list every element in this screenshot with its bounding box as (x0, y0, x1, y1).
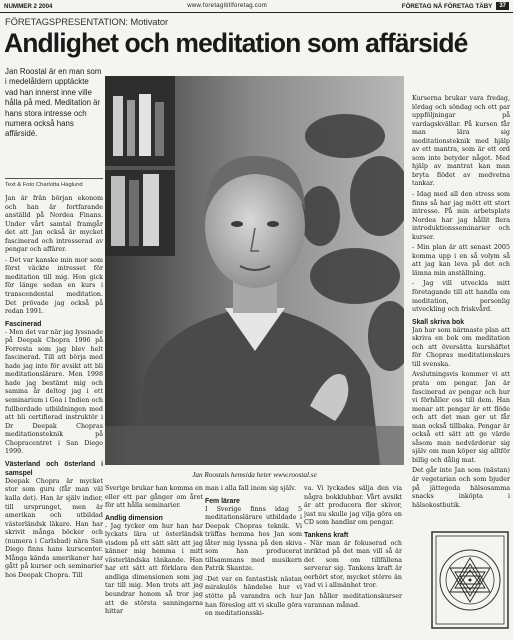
paragraph: I Sverige finns idag 5 meditationslärare utbildade i Deepak Chopras teknik. Vi träffas hemma hos Jan som låter mig lyssna på den skiva som han producerat tillsammans med musikern Patrik Skantze. (205, 505, 302, 573)
sri-yantra-logo (430, 522, 510, 634)
byline: Text & Foto Charlotta Haglund (5, 178, 103, 188)
portrait-illustration (105, 76, 404, 465)
subheading: Fascinerad (5, 320, 42, 328)
headline: Andlighet och meditation som affärsidé (4, 28, 468, 58)
header-right (402, 2, 509, 10)
subheading: Fem lärare (205, 497, 240, 505)
paragraph: -Det var en fantastisk nästan mirakulös händelse hur vi stötte på varandra och hur han föreslog att vi skulle göra en meditationsski- (205, 575, 302, 618)
section-name: FÖRETAG NÄ FÖRETAG TÄBY (401, 2, 493, 10)
header-url: www.foretagitillforetag.com (187, 3, 268, 9)
column-1 (5, 195, 103, 637)
paragraph: Kurserna brukar vara fredag, lördag och söndag och ett par uppföljningar på vardagskvällar. På kursen får man lära sig meditationsteknik med hjälp av ett mantra, som är ett ord som inte betyder något. Med hjälp av mantrat kan man bryta flödet av medvetna tankar. (412, 95, 510, 188)
paragraph: - Jag tycker om hur han har lyckats lära ut österländsk visdom på ett sätt sätt att jag känner mig hemma i mitt västerländska tänkande. Han har ett sätt att förklara den andliga dimensionen som jag tar till mig. Men trots att jag beundrar honom så tror jag att de största sanningarna hittar (105, 522, 203, 616)
paragraph: Avslutningsvis kommer vi att prata om pengar. Jan är fascinerad av pengar och hur vi förhåller oss till dem. Han menar att pengar är ett flöde och att det man ger ut får man också tillbaka. Pengar är också ett sätt att ge värde såsom man nedvärderar sig själv om man köper sig alltför billig och dålig mat. (412, 371, 510, 464)
yantra-icon (430, 522, 510, 634)
paragraph: va. Vi lyckades sälja den via några bokklubbar. Vårt avsikt är att producera fler skivor, just nu skulle jag vilja göra en CD som handlar om pengar. (304, 485, 402, 527)
paragraph: Det går inte Jan som (nästan) är vegetarian och som bjuder på jättegoda hälsosamma snacks inköpta i hälsokostbutik. (412, 467, 510, 509)
paragraph: - Men det var när jag lyssnade på Deepak Chopra 1996 på Forresta som jag blev helt fascinerad. Till att börja med hade jag inte för avsikt att bli meditationslärare. Men 1998 hade jag bestämt mig och samma år deltog jag i ett seminarium i Goa i Indien och fullbordade utbildningen med att bli certifierad instruktör i Dr Deepak Chopras meditationsteknik på Chopracentret i San Diego 1999. (5, 328, 103, 456)
paragraph: Jan är från början ekonom och han är fortfarande anställd på Nordea Finans. Under vårt samtal framgår det att Jan också är mycket fascinerad och intresserad av pengar och affärer. (5, 195, 103, 254)
column-3 (205, 485, 302, 637)
portrait-photo (105, 76, 404, 465)
column-5 (412, 95, 510, 515)
paragraph: Jan har som närmaste plan att skriva en bok om meditation och att översätta kurshäftet för Chopras meditationskurs till svenska. (412, 326, 510, 368)
ingress: Jan Roostal är en man som i medelåldern upptäckte vad han innerst inne ville hålla på med. Meditation är hans stora intresse och numera också hans affärsidé. (5, 67, 102, 139)
column-4 (304, 485, 402, 637)
paragraph: - Min plan är att senast 2005 komma upp i en så volym så att jag kan leva på det och lämna min anställning. (412, 244, 510, 277)
paragraph: - Idag med all den stress som finns så har jag mött ett stort intresse. På min arbetsplats Nordea har jag hållit flera introduktionsseminarier och kurser. (412, 191, 510, 241)
subheading: Andlig dimension (105, 514, 163, 522)
subheading: Skall skriva bok (412, 318, 465, 326)
paragraph: man i alla fall inom sig själv. (205, 485, 296, 492)
paragraph: - Jag vill utveckla mitt företagande till att handla om meditation, personlig utveckling och friskvård. (412, 280, 510, 314)
paragraph: Sverige brukar han komma en eller ett par gånger om året för att hålla seminarier. (105, 485, 203, 510)
paragraph: Deepak Chopra är mycket stor som guru (får man väl kalla det). Han är själv indier, till ursprunget, men är amerikan och utbildad västerländsk läkare. Han har skrivit många böcker och (numera i Carlsbad) nära San Diego finns hans kurscenter. Många kända amerikaner har gått på kurser och seminarier hos Deepak Chopra. Till (5, 477, 103, 579)
page-number: 37 (496, 2, 509, 10)
issue-number: NUMMER 2 2004 (4, 2, 53, 10)
paragraph: - Det var kanske min mor som först väckte intresset för meditation till mig. Hon gick för länge sedan en kurs i transcendental meditation. Det prövade jag också på redan 1991. (5, 256, 103, 316)
photo-caption: Jan Roostals hemsida heter www.roostal.se (192, 471, 317, 479)
paragraph: Jan håller meditationskurser varannan månad. (304, 593, 402, 609)
kicker: FÖRETAGSPRESENTATION: Motivator (5, 16, 169, 27)
subheading: Tankens kraft (304, 531, 349, 539)
subheading: Västerland och österland i samspel (5, 460, 103, 477)
column-2 (105, 485, 203, 637)
page-header (0, 0, 513, 13)
paragraph: - När man är fokuserad och inriktad på det man vill så är det som om tillfällena serverar sig. Tankens kraft är oerhört stor, mycket större än vad vi i allmänhet tror. (304, 539, 402, 590)
